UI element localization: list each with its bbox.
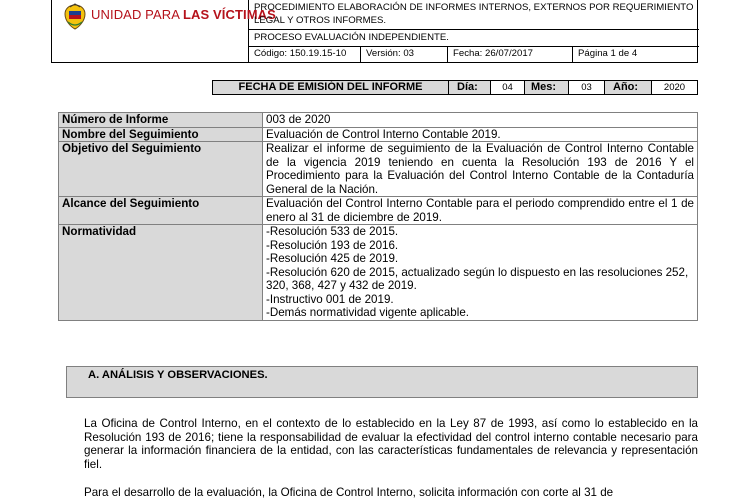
month-value: 03 — [568, 80, 604, 95]
report-info-table — [58, 112, 698, 321]
list-item: -Demás normatividad vigente aplicable. — [266, 306, 469, 319]
document-code: Código: 150.19.15-10 — [249, 47, 361, 62]
row-value: Evaluación de Control Interno Contable 2019. — [263, 127, 698, 142]
table-row — [59, 127, 698, 142]
document-version: Versión: 03 — [361, 47, 448, 62]
list-item: -Resolución 620 de 2015, actualizado según lo dispuesto en las resoluciones 252, 320, 368, 427 y 432 de 2019. — [266, 265, 689, 292]
page-number: Página 1 de 4 — [578, 48, 638, 59]
list-item: -Resolución 193 de 2016. — [266, 238, 399, 252]
year-value: 2020 — [651, 80, 698, 95]
day-label: Día: — [448, 80, 490, 95]
row-value: Evaluación del Control Interno Contable para el periodo comprendido entre el 1 de enero al 31 de diciembre de 2019. — [263, 197, 698, 225]
table-row — [59, 225, 698, 321]
list-item: -Resolución 425 de 2019. — [266, 252, 399, 265]
row-label: Alcance del Seguimiento — [59, 197, 263, 225]
month-label: Mes: — [524, 80, 568, 95]
document-header — [51, 0, 698, 63]
procedure-title: PROCEDIMIENTO ELABORACIÓN DE INFORMES INTERNOS, EXTERNOS POR REQUERIMIENTO LEGAL Y OTROS INFORMES. — [249, 0, 699, 30]
table-row — [59, 197, 698, 225]
row-label: Objetivo del Seguimiento — [59, 142, 263, 197]
document-meta-row — [249, 47, 699, 62]
emission-title: FECHA DE EMISIÓN DEL INFORME — [212, 80, 448, 95]
document-date: Fecha: 26/07/2017 — [448, 47, 573, 62]
emission-date-strip — [212, 80, 698, 95]
paragraph-2: Para el desarrollo de la evaluación, la Oficina de Control Interno, solicita información con corte al 31 de — [84, 486, 614, 499]
list-item: -Resolución 533 de 2015. — [266, 225, 399, 238]
row-label: Número de Informe — [59, 113, 263, 128]
year-label: Año: — [604, 80, 651, 95]
logo-cell — [52, 0, 276, 62]
row-label: Normatividad — [59, 225, 263, 321]
table-row — [59, 142, 698, 197]
paragraph-1: La Oficina de Control Interno, en el contexto de lo establecido en la Ley 87 de 1993, así como lo establecido en la Resolución 193 de 2016; tiene la responsabilidad de evaluar la efectividad del control interno contable necesario para generar la información financiera de la entidad, con las características fundamentales de relevancia y representación fiel. — [84, 417, 698, 471]
row-value: Realizar el informe de seguimiento de la Evaluación de Control Interno Contable de la vigencia 2019 teniendo en cuenta la Resolución 193 de 2016 Y el Procedimiento para la Evaluación del Control Interno Contable de la Contaduría General de la Nación. — [263, 142, 698, 197]
table-row — [59, 113, 698, 128]
row-label: Nombre del Seguimiento — [59, 127, 263, 142]
row-value: 003 de 2020 — [263, 113, 698, 128]
section-a-heading: A. ANÁLISIS Y OBSERVACIONES. — [66, 366, 698, 398]
colombia-seal-icon — [62, 3, 88, 31]
logo-text: UNIDAD PARA LAS VÍCTIMAS — [91, 7, 276, 22]
list-item: -Instructivo 001 de 2019. — [266, 292, 394, 306]
process-title: PROCESO EVALUACIÓN INDEPENDIENTE. — [249, 30, 699, 47]
normatividad-list — [263, 225, 698, 321]
day-value: 04 — [490, 80, 524, 95]
